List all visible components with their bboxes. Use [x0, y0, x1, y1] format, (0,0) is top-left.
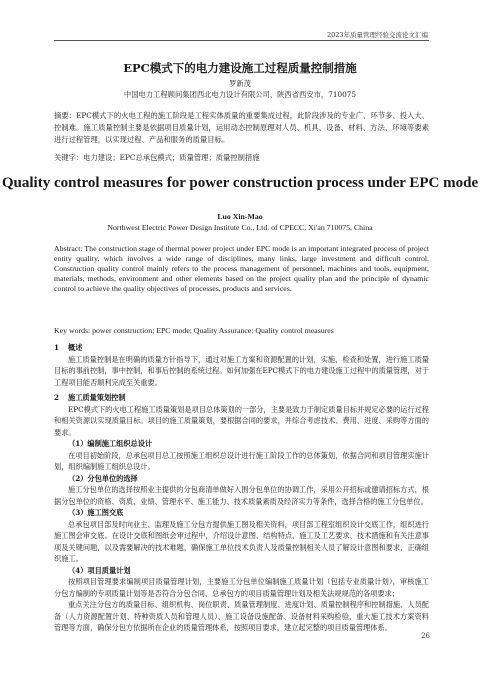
subsection-4-heading: （4）项目质量计划 [68, 565, 131, 575]
body-text [54, 338, 429, 634]
abstract-zh: 摘要：EPC模式下的火电工程的施工阶段是工程实体质量的重要集成过程，此阶段涉及的专业广、环节多、投入大、控制难。施工质量控制主要是依据项目质量计划，运用动态控制原理对人员、机具、设备、材料、方法、环境等要素进行过程管理，以实现过程、产品和服务的质量目标。 [54, 111, 429, 145]
header-rule [54, 40, 429, 41]
author-zh: 罗新茂 [229, 79, 251, 88]
section-1-title: 概述 [68, 343, 83, 352]
subsection-3-heading: （3）施工图交底 [68, 508, 124, 517]
subsection-1-heading: （1）编制施工组织总设计 [68, 439, 153, 448]
section-2-heading [54, 392, 429, 404]
affiliation-zh: 中国电力工程顾问集团西北电力设计有限公司，陕西省西安市，710075 [123, 90, 357, 99]
keywords-en: Key words: power construction; EPC mode; Quality Assurance; Quality control measures [54, 326, 334, 335]
section-1-paragraph: 施工质量控制是在明确的质量方针指导下，通过对施工方案和资源配置的计划，实施，检查和处置，进行施工质量目标的事前控制，事中控制，和事后控制的系统过程。如何加强在EPC模式下的电力建设施工过程中的质量管理，对于工程项目能否顺利完成至关重要。 [54, 354, 429, 387]
subsection-1-paragraph: 在项目初始阶段，总承包项目总工按照施工组织总设计进行施工阶段工作的总体策划，依据合同和项目管理实施计划，组织编制施工组织总设计。 [54, 450, 429, 471]
keywords-zh: 关键字：电力建设；EPC总承包模式；质量管理；质量控制措施 [54, 153, 260, 162]
author-en: Luo Xin-Mao [217, 212, 263, 221]
title-en: Quality control measures for power construction process under EPC mode [1, 175, 479, 191]
subsection-2-paragraph: 施工分包单位的选择按照业主提供的分包商清单做好入围分包单位的协调工作，采用公开招标或邀请招标方式，根据分包单位的资格、资质、业绩、管理水平、施工能力、技术质量素质及经济实力等条件，选择合格的施工分包单位。 [54, 485, 429, 506]
running-head: 2023年质量管理经验交流论文汇编 [326, 31, 428, 39]
subsection-4-paragraph-2: 重点关注分包方的质量目标、组织机构、岗位职责、质量管理制度、进度计划、质量控制程序和控制措施、人员配备（人力资源配置计划、特种资质人员和管理人员）、施工设备设施配备、设备材料采购检验、重大施工技术方案资料管理等方面，确保分包方依据所在企业的质量管理体系，按照项目要求，建立起完整的项目质量管理体系。 [54, 600, 429, 632]
subsection-3-paragraph: 总承包项目部及时向业主、监理及施工分包方提供施工图及相关资料，项目部工程室组织设计交底工作，组织进行施工图会审交底。在设计交底和图纸会审过程中，介绍设计意图、结构特点、施工及工艺要求、技术措施和有关注意事项及关键问题，以及需要解决的技术难题，确保施工单位技术负责人及质量控制相关人员了解设计意图和要求，正确组织施工。 [54, 519, 429, 563]
section-2-number: 2 [54, 393, 60, 402]
affiliation-en: Northwest Electric Power Design Institute Co., Ltd. of CPECC, Xi'an 710075, China [107, 223, 373, 232]
section-1-heading [54, 342, 429, 354]
subsection-4-paragraph-1: 按照项目管理要求编制项目质量管理计划，主要施工分包单位编制施工质量计划（包括专业质量计划），审核施工分包方编制的专项质量计划等是否符合分包合同、总承包方的项目质量管理计划及相关法规规范的各项要求； [54, 577, 429, 598]
subsection-2-heading: （2）分包单位的选择 [68, 473, 138, 483]
section-2-paragraph: EPC模式下的火电工程施工质量策划是项目总体策划的一部分，主要是致力于制定质量目标并规定必要的运行过程和相关资源以实现质量目标。项目的施工质量策划，要根据合同的要求，并综合考虑技术、费用、进度、采购等方面的要求。 [54, 404, 429, 437]
section-1-number: 1 [54, 343, 60, 352]
abstract-en: Abstract: The construction stage of thermal power project under EPC mode is an important integrated process of project entity quality, which involves a wide range of disciplines, many links, large investment and difficult control. Construction quality control mainly refers to the process management of personnel, machines and tools, equipment, materials, methods, environment and other elements based on the project quality plan and the principle of dynamic control to achieve the quality objectives of processes, products and services. [54, 244, 429, 294]
page-number: 26 [421, 632, 430, 640]
section-2-title: 施工质量策划控制 [68, 393, 126, 402]
title-zh: EPC模式下的电力建设施工过程质量控制措施 [123, 61, 357, 75]
